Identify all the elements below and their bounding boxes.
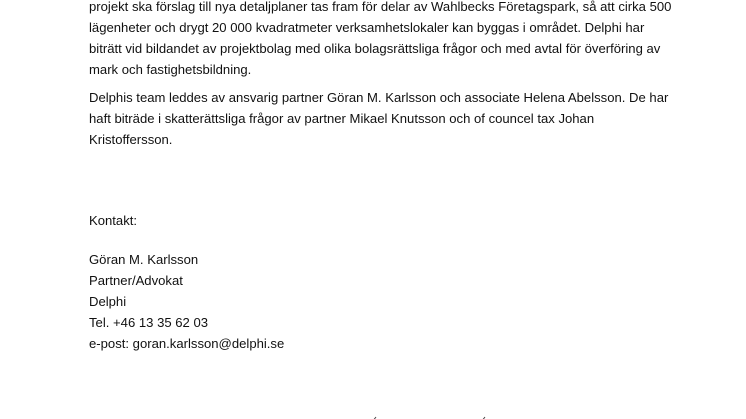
footer-text-fragment [370, 412, 390, 419]
paragraph-team [89, 87, 679, 150]
text-line: Kristoffersson. [89, 132, 173, 147]
paragraph-project-description [89, 0, 679, 80]
text-line: projekt ska förslag till nya detaljplaner tas fram för delar av Wahlbecks Företagspark, så att cirka 500 [89, 0, 672, 14]
contact-heading: Kontakt: [89, 213, 138, 228]
contact-title: Partner/Advokat [89, 273, 183, 288]
text-line: haft biträde i skatterättsliga frågor av partner Mikael Knutsson och of councel tax Johan [89, 111, 595, 126]
contact-phone: Tel. +46 13 35 62 03 [89, 315, 209, 330]
text-line: mark och fastighetsbildning. [89, 62, 252, 77]
contact-name: Göran M. Karlsson [89, 252, 199, 267]
contact-email: e-post: goran.karlsson@delphi.se [89, 336, 285, 351]
text-line: biträtt vid bildandet av projektbolag med olika bolagsrättsliga frågor och med avtal för överföring av [89, 41, 661, 56]
footer-text-fragment [478, 412, 498, 419]
contact-company: Delphi [89, 294, 127, 309]
contact-details [89, 249, 284, 354]
text-line: Delphis team leddes av ansvarig partner Göran M. Karlsson och associate Helena Abelsson. De har [89, 90, 669, 105]
text-line: lägenheter och drygt 20 000 kvadratmeter verksamhetslokaler kan byggas i området. Delphi har [89, 20, 645, 35]
